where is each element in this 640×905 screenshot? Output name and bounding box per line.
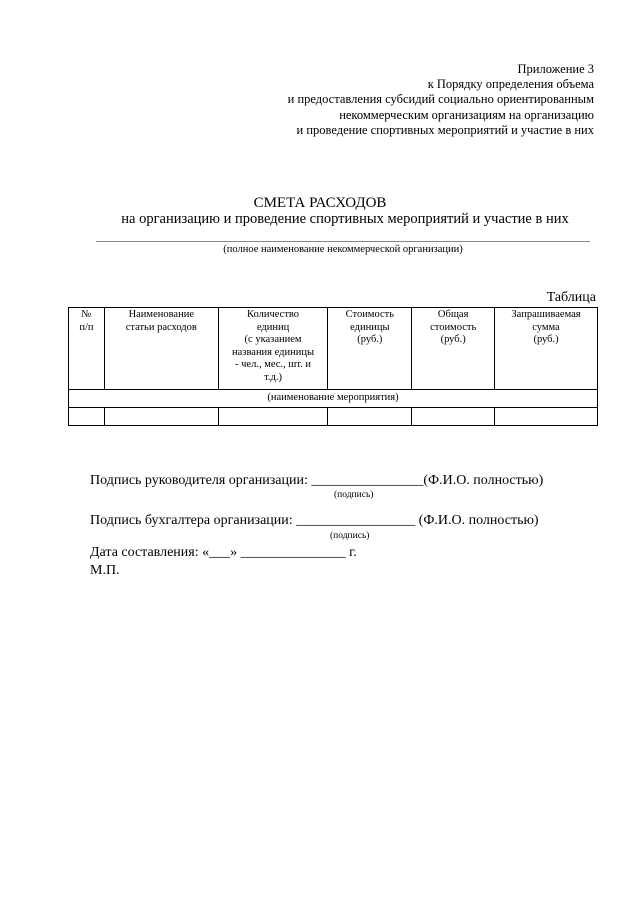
header-text: (руб.) <box>533 334 559 346</box>
header-cell-item-name <box>104 308 218 390</box>
table-label: Таблица <box>546 290 596 305</box>
header-text: единиц <box>256 321 290 333</box>
compilation-date: Дата составления: «___» _______________ г. <box>90 545 357 560</box>
header-text: единицы <box>350 321 390 333</box>
document-subtitle: на организацию и проведение спортивных мероприятий и участие в них <box>121 211 569 227</box>
header-text: № <box>81 309 92 320</box>
header-cell-requested-sum <box>495 308 598 390</box>
estimate-table <box>68 307 598 426</box>
head-signature-line: Подпись руководителя организации: ________________(Ф.И.О. полностью) <box>90 473 544 488</box>
header-text: Общая <box>437 309 469 320</box>
header-cell-unit-cost <box>328 308 412 390</box>
table-cell <box>495 408 598 426</box>
table-header-row <box>69 308 598 390</box>
header-text: Количество <box>247 309 300 320</box>
event-name-row <box>69 390 598 408</box>
appendix-line: и предоставления субсидий социально ориентированным <box>287 92 594 107</box>
header-text: (с указанием <box>244 334 302 346</box>
org-name-line <box>96 241 590 242</box>
document-title: СМЕТА РАСХОДОВ <box>253 195 387 211</box>
header-text: п/п <box>79 321 94 333</box>
event-name-cell: (наименование мероприятия) <box>69 390 598 408</box>
head-signature-caption: (подпись) <box>334 490 374 500</box>
header-text: - чел., мес., шт. и <box>235 359 312 371</box>
header-text: (руб.) <box>357 334 383 346</box>
header-text: Наименование <box>128 309 194 320</box>
table-cell <box>218 408 328 426</box>
header-cell-number <box>69 308 105 390</box>
table-cell <box>69 408 105 426</box>
appendix-block <box>288 62 594 138</box>
table-cell <box>412 408 495 426</box>
header-text: т.д.) <box>264 371 282 383</box>
header-cell-quantity <box>218 308 328 390</box>
stamp-place: М.П. <box>90 563 120 578</box>
header-cell-total-cost <box>412 308 495 390</box>
appendix-line: и проведение спортивных мероприятий и участие в них <box>296 122 594 137</box>
table-cell <box>328 408 412 426</box>
header-text: Стоимость <box>345 309 395 320</box>
header-text: сумма <box>532 321 560 333</box>
accountant-signature-caption: (подпись) <box>330 531 370 541</box>
table-row <box>69 408 598 426</box>
org-name-caption: (полное наименование некоммерческой организации) <box>223 244 463 255</box>
header-text: названия единицы <box>232 346 315 358</box>
appendix-line: Приложение 3 <box>517 62 594 76</box>
header-text: статьи расходов <box>125 321 197 333</box>
appendix-line: к Порядку определения объема <box>427 77 594 92</box>
header-text: (руб.) <box>440 334 466 346</box>
accountant-signature-line: Подпись бухгалтера организации: _________________ (Ф.И.О. полностью) <box>90 513 539 528</box>
header-text: стоимость <box>430 321 477 333</box>
appendix-line: некоммерческим организациям на организацию <box>339 107 594 122</box>
header-text: Запрашиваемая <box>511 309 581 320</box>
table-cell <box>104 408 218 426</box>
